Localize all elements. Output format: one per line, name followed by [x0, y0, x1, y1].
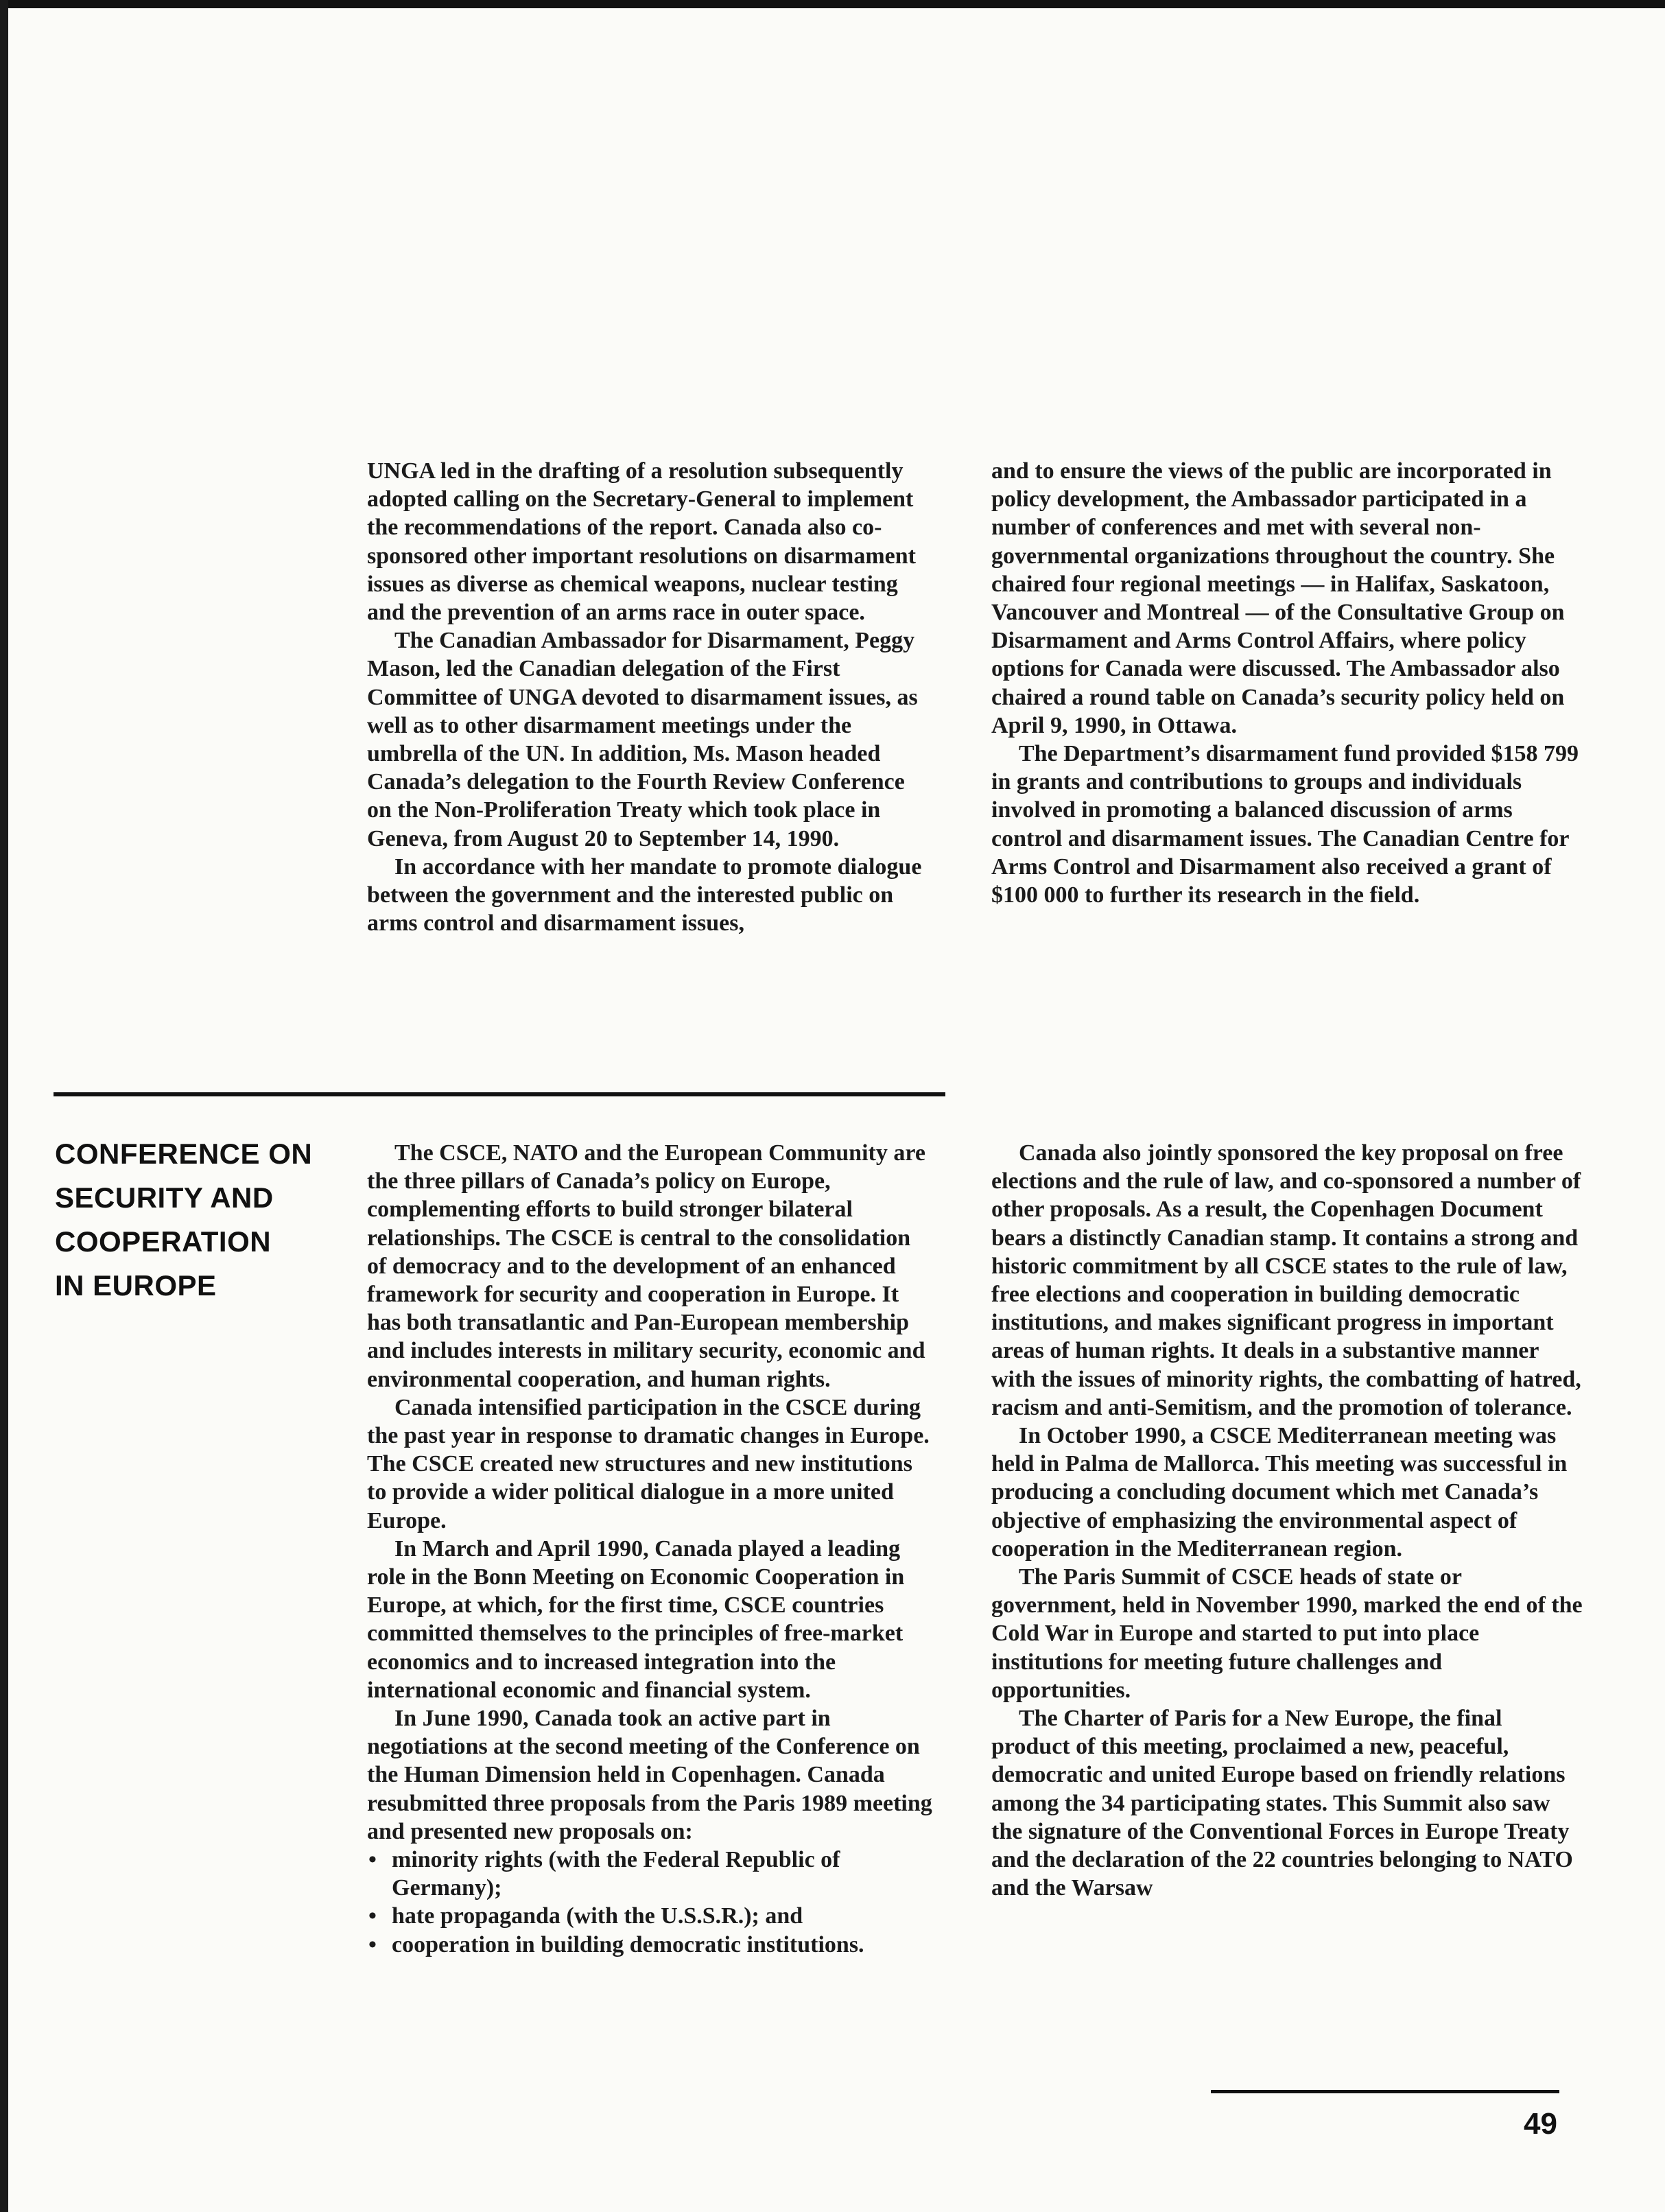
paragraph: UNGA led in the drafting of a resolution subsequently adopted calling on the Secretary-General to implement the recommendations of the report. Canada also co-sponsored other important resolutions on disarmament issues as diverse as chemical weapons, nuclear testing and the prevention of an arms race in outer space. [367, 458, 916, 626]
section-heading-line: COOPERATION [55, 1225, 272, 1258]
section-divider-rule [54, 1092, 945, 1096]
paragraph: The Department’s disarmament fund provided $158 799 in grants and contributions to groups and individuals involved in promoting a balanced discussion of arms control and disarmament issues. The Canadian Centre for Arms Control and Disarmament also received a grant of $100 000 to further its research in the field. [991, 741, 1579, 908]
proposal-list [367, 1846, 933, 1959]
list-item: • cooperation in building democratic institutions. [367, 1931, 933, 1959]
section-heading-line: SECURITY AND [55, 1181, 274, 1214]
paragraph: and to ensure the views of the public are incorporated in policy development, the Ambassador participated in a number of conferences and met with several non-governmental organizations throughout the country. She chaired four regional meetings — in Halifax, Saskatoon, Vancouver and Montreal — of the Consultative Group on Disarmament and Arms Control Affairs, where policy options for Canada were discussed. The Ambassador also chaired a round table on Canada’s security policy held on April 9, 1990, in Ottawa. [991, 458, 1565, 738]
left-scan-edge [0, 0, 8, 2212]
paragraph: In June 1990, Canada took an active part in negotiations at the second meeting of the Conference on the Human Dimension held in Copenhagen. Canada resubmitted three proposals from the Paris 1989 meeting and presented new proposals on: [367, 1706, 932, 1844]
paragraph: In October 1990, a CSCE Mediterranean meeting was held in Palma de Mallorca. This meeting was successful in producing a concluding document which met Canada’s objective of emphasizing the environmental aspect of cooperation in the Mediterranean region. [991, 1423, 1568, 1562]
paragraph: The Charter of Paris for a New Europe, the final product of this meeting, proclaimed a new, peaceful, democratic and united Europe based on friendly relations among the 34 participating states. This Summit also saw the signature of the Conventional Forces in Europe Treaty and the declaration of the 22 countries belonging to NATO and the Warsaw [991, 1706, 1573, 1901]
footer-rule [1211, 2090, 1559, 2093]
bottom-left-column [367, 1139, 933, 1959]
paragraph: In accordance with her mandate to promote dialogue between the government and the interested public on arms control and disarmament issues, [367, 854, 922, 937]
paragraph: The Canadian Ambassador for Disarmament, Peggy Mason, led the Canadian delegation of the First Committee of UNGA devoted to disarmament issues, as well as to other disarmament meetings under the umbrella of the UN. In addition, Ms. Mason headed Canada’s delegation to the Fourth Review Conference on the Non-Proliferation Treaty which took place in Geneva, from August 20 to September 14, 1990. [367, 628, 918, 851]
page-number: 49 [1524, 2107, 1557, 2141]
paragraph: In March and April 1990, Canada played a leading role in the Bonn Meeting on Economic Cooperation in Europe, at which, for the first time, CSCE countries committed themselves to the principles of free-market economics and to increased integration into the international economic and financial system. [367, 1536, 905, 1703]
section-heading-line: CONFERENCE ON [55, 1138, 313, 1170]
section-heading [55, 1132, 329, 1308]
list-item: • hate propaganda (with the U.S.S.R.); and [367, 1902, 933, 1930]
list-item: • minority rights (with the Federal Republic of Germany); [367, 1846, 933, 1902]
paragraph: The CSCE, NATO and the European Community are the three pillars of Canada’s policy on Europe, complementing efforts to build stronger bilateral relationships. The CSCE is central to the consolidation of democracy and to the development of an enhanced framework for security and cooperation in Europe. It has both transatlantic and Pan-European membership and includes interests in military security, economic and environmental cooperation, and human rights. [367, 1140, 925, 1392]
paragraph: Canada also jointly sponsored the key proposal on free elections and the rule of law, and co-sponsored a number of other proposals. As a result, the Copenhagen Document bears a distinctly Canadian stamp. It contains a strong and historic commitment by all CSCE states to the rule of law, free elections and cooperation in building democratic institutions, and makes significant progress in important areas of human rights. It deals in a substantive manner with the issues of minority rights, the combatting of hatred, racism and anti-Semitism, and the promotion of tolerance. [991, 1140, 1581, 1420]
bottom-right-column [991, 1139, 1583, 1902]
paragraph: The Paris Summit of CSCE heads of state or government, held in November 1990, marked the end of the Cold War in Europe and started to put into place institutions for meeting future challenges and opportunities. [991, 1564, 1583, 1703]
top-border [0, 0, 1665, 8]
paragraph: Canada intensified participation in the CSCE during the past year in response to dramatic changes in Europe. The CSCE created new structures and new institutions to provide a wider political dialogue in a more united Europe. [367, 1394, 930, 1533]
top-left-column [367, 457, 933, 937]
section-heading-line: IN EUROPE [55, 1269, 217, 1302]
top-right-column [991, 457, 1583, 909]
